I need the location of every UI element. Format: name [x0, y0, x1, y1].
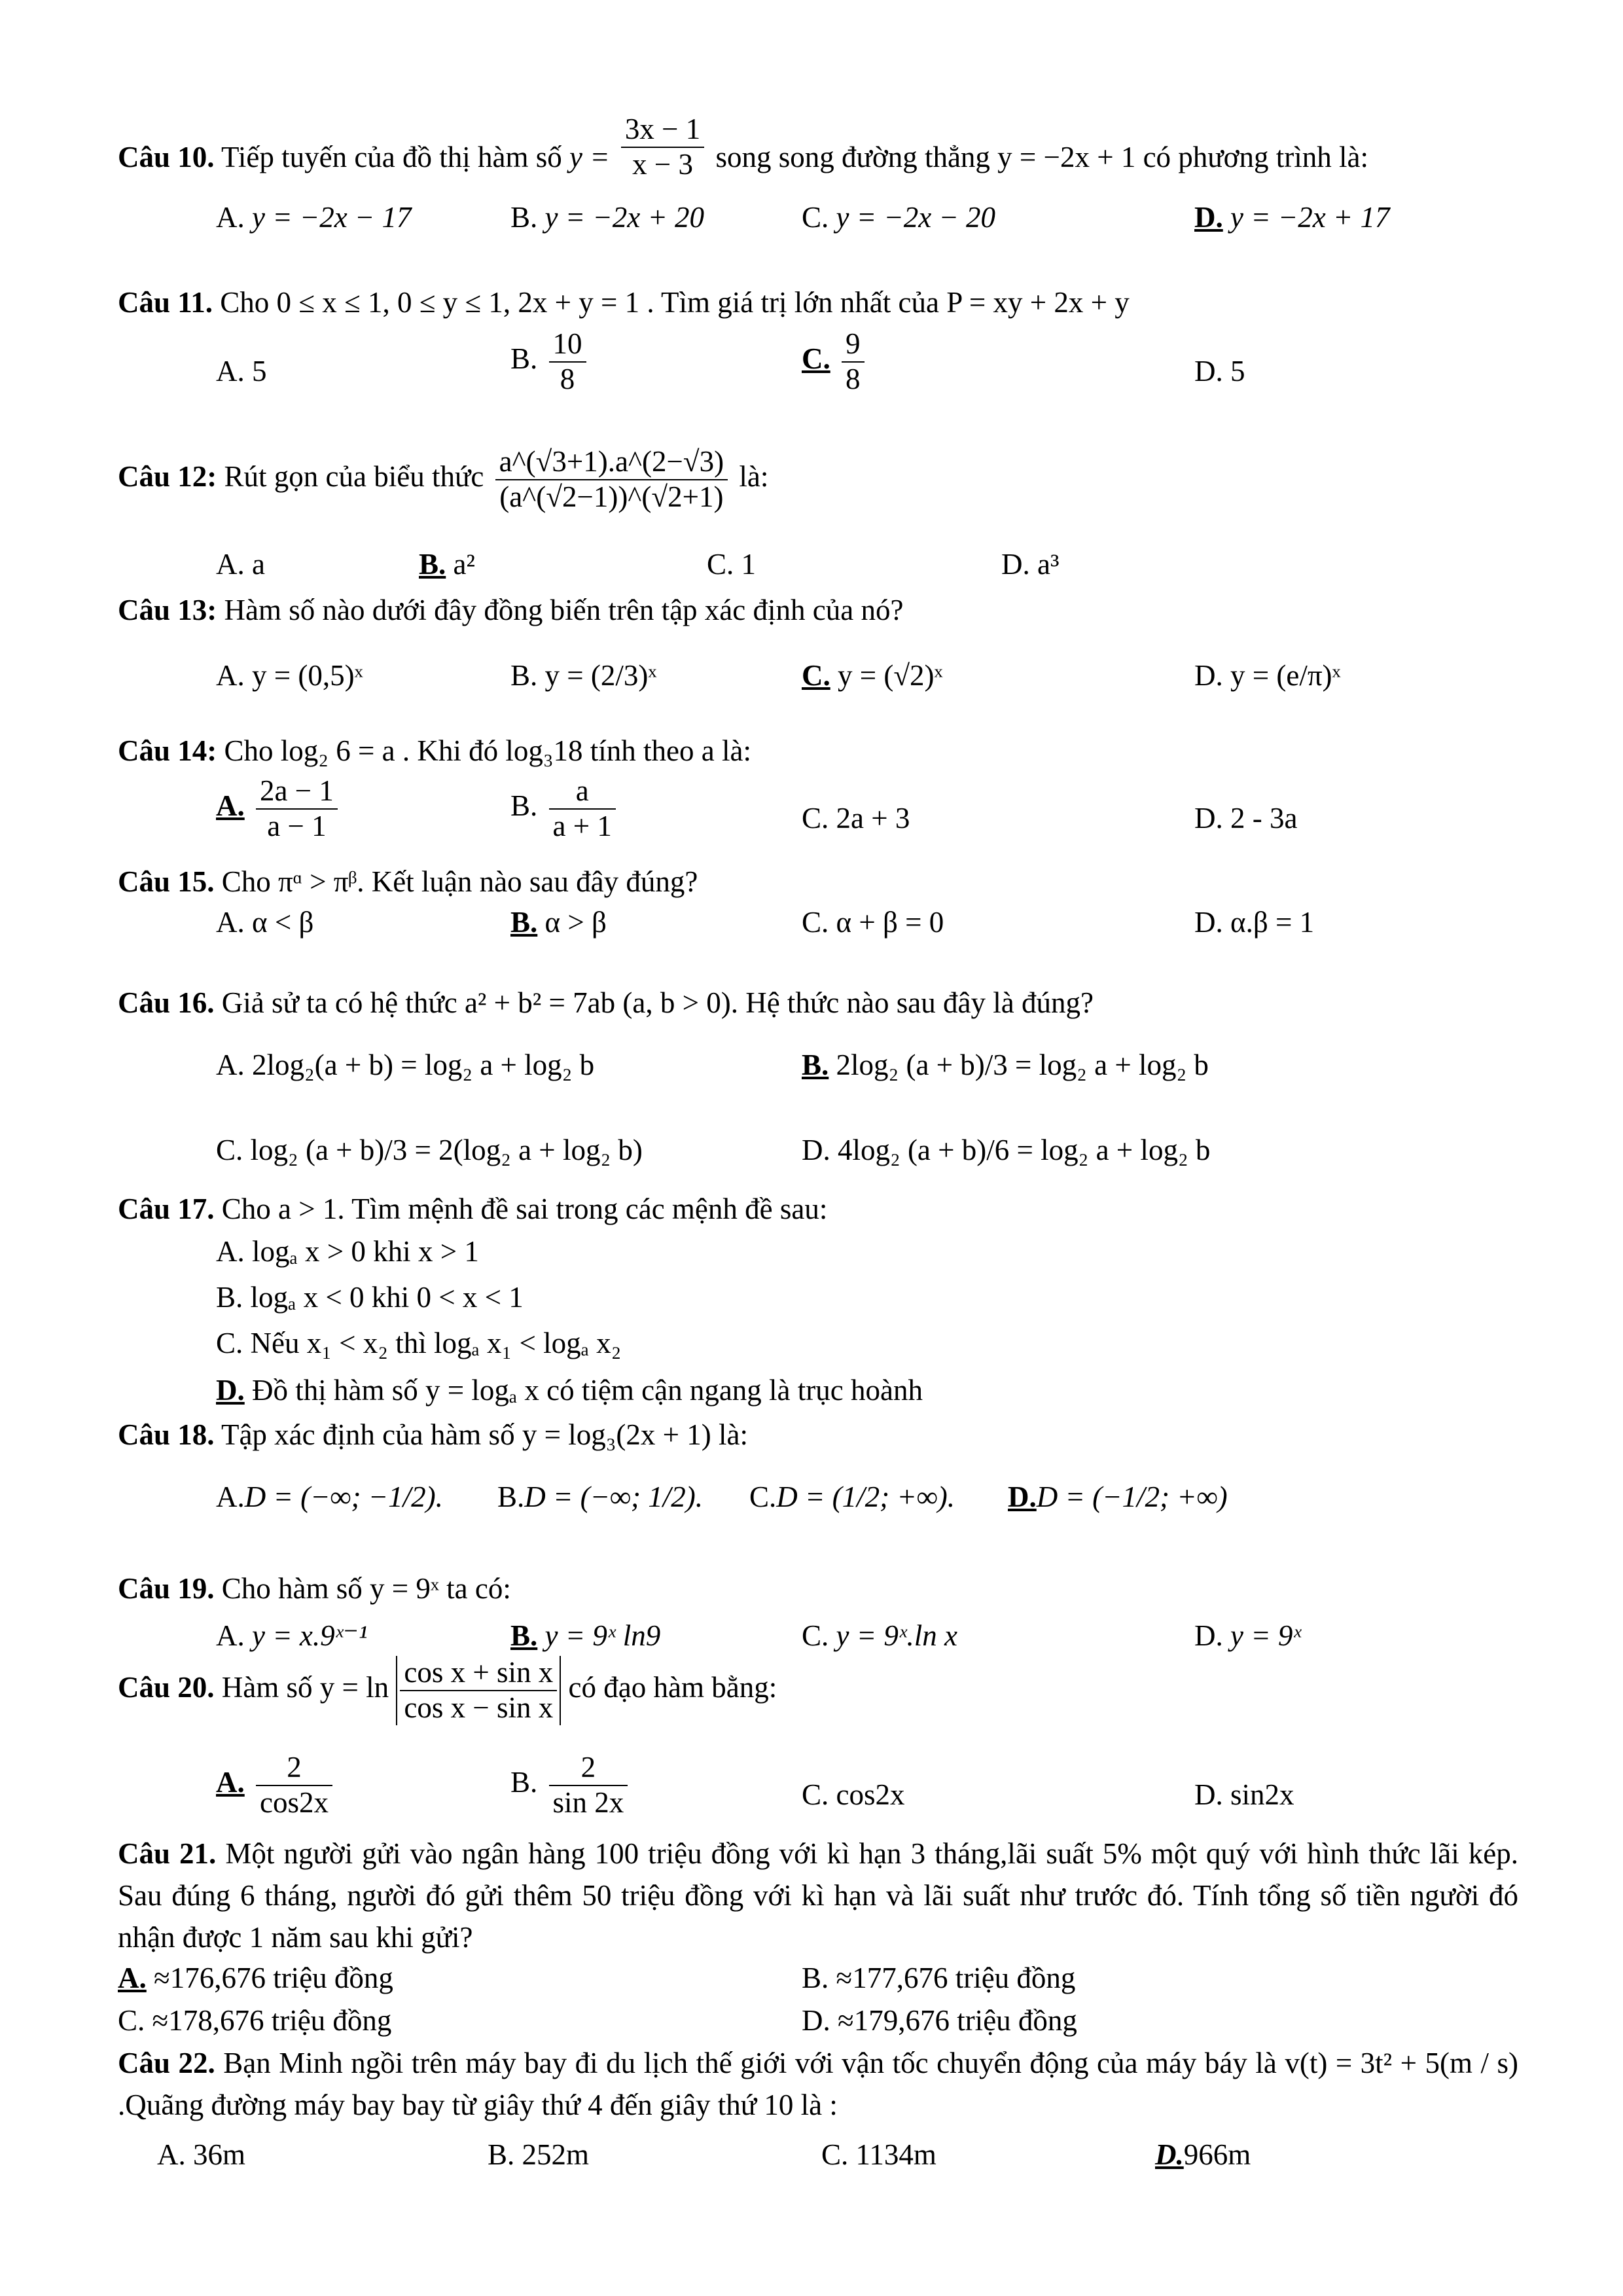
- option-d: [1194, 1615, 1301, 1657]
- option-label: B.: [510, 1619, 538, 1652]
- option-label: A.: [216, 1619, 245, 1652]
- option-text: α < β: [252, 906, 314, 939]
- option-text: logₐ x > 0 khi x > 1: [252, 1235, 479, 1268]
- option-label: C.: [802, 342, 830, 376]
- fraction: [549, 774, 616, 844]
- question-14: [118, 730, 1518, 854]
- numerator: 2a − 1: [256, 774, 338, 810]
- option-text: y = 9ˣ ln9: [544, 1619, 661, 1652]
- option-d: [1194, 350, 1245, 392]
- option-a: [216, 655, 363, 696]
- option-label: A.: [216, 201, 245, 234]
- option-text: α.β = 1: [1230, 906, 1315, 939]
- option-c: [802, 1615, 957, 1657]
- denominator: 8: [560, 362, 575, 395]
- option-label: A.: [216, 355, 245, 387]
- question-15: [118, 861, 1518, 946]
- option-label: D.: [1194, 201, 1223, 234]
- option-label: B.: [510, 906, 538, 939]
- question-number: Câu 13:: [118, 594, 217, 626]
- option-text: 1134m: [855, 2138, 936, 2171]
- option-text: Nếu x₁ < x₂ thì logₐ x₁ < logₐ x₂: [250, 1327, 622, 1359]
- option-text: cos2x: [836, 1778, 905, 1811]
- option-a: [216, 196, 412, 238]
- option-text: y = x.9ˣ⁻¹: [252, 1619, 368, 1652]
- question-number: Câu 11.: [118, 286, 213, 319]
- option-text: 1: [741, 548, 757, 581]
- option-text: ≈178,676 triệu đồng: [152, 2004, 392, 2037]
- option-a: [216, 543, 265, 585]
- option-b: [419, 543, 475, 585]
- option-c: [802, 327, 868, 397]
- question-number: Câu 15.: [118, 865, 215, 898]
- option-label: A.: [216, 906, 245, 939]
- option-text: y = −2x + 17: [1230, 201, 1390, 234]
- option-label: A.: [216, 659, 245, 692]
- option-text: 5: [252, 355, 267, 387]
- option-d: [1001, 543, 1059, 585]
- denominator: x − 3: [632, 147, 693, 181]
- option-label: D.: [802, 2004, 830, 2037]
- option-label: C.: [821, 2138, 849, 2171]
- question-21: [118, 1833, 1518, 2037]
- question-stem: Rút gọn của biểu thức: [224, 460, 484, 493]
- question-12: [118, 419, 1518, 589]
- option-label: D.: [1001, 548, 1030, 581]
- fraction: [842, 327, 865, 397]
- option-d: [1194, 196, 1390, 238]
- question-stem: Tập xác định của hàm số y = log₃(2x + 1) là:: [221, 1418, 748, 1451]
- option-text: y = (√2)ˣ: [838, 659, 943, 692]
- option-label: D.: [1194, 1778, 1223, 1811]
- option-label: A.: [118, 1962, 147, 1994]
- option-b: [216, 1276, 524, 1318]
- option-a: [216, 1615, 368, 1657]
- option-b: [510, 774, 620, 844]
- option-text: 5: [1230, 355, 1245, 387]
- option-d: [1194, 901, 1314, 943]
- option-label: D.: [1008, 1480, 1037, 1513]
- option-d: [1194, 797, 1297, 839]
- fraction: [256, 1751, 332, 1820]
- option-d: [1194, 655, 1341, 696]
- denominator: (a^(√2−1))^(√2+1): [499, 480, 724, 513]
- option-c: [802, 655, 943, 696]
- option-text: y = 9ˣ.ln x: [836, 1619, 958, 1652]
- option-label: C.: [802, 906, 829, 939]
- option-c: [802, 196, 995, 238]
- option-text: y = −2x − 20: [836, 201, 996, 234]
- absolute-value: [396, 1656, 561, 1725]
- question-stem: Tiếp tuyến của đồ thị hàm số: [221, 141, 562, 173]
- option-c: [802, 1774, 905, 1816]
- option-label: C.: [118, 2004, 145, 2037]
- option-d: [1008, 1476, 1228, 1518]
- question-19: [118, 1568, 1518, 1659]
- option-text: 2log₂(a + b) = log₂ a + log₂ b: [252, 1049, 595, 1081]
- option-c: [821, 2134, 936, 2176]
- question-number: Câu 10.: [118, 141, 215, 173]
- option-b: [510, 327, 590, 397]
- function-label: y =: [569, 141, 610, 173]
- option-c: [118, 2000, 391, 2041]
- question-number: Câu 19.: [118, 1572, 215, 1605]
- question-stem-tail: song song đường thẳng y = −2x + 1 có phương trình là:: [715, 141, 1368, 173]
- option-text: logₐ x < 0 khi 0 < x < 1: [250, 1281, 524, 1314]
- option-text: 252m: [522, 2138, 590, 2171]
- option-label: C.: [802, 1778, 829, 1811]
- question-stem: Hàm số nào dưới đây đồng biến trên tập xác định của nó?: [224, 594, 904, 626]
- option-label: D.: [1194, 802, 1223, 834]
- option-text: y = −2x + 20: [544, 201, 705, 234]
- option-text: α > β: [544, 906, 607, 939]
- option-b: [497, 1476, 703, 1518]
- denominator: 8: [846, 362, 861, 395]
- option-d: [802, 2000, 1077, 2041]
- question-13: [118, 589, 1518, 720]
- option-label: A.: [216, 1235, 245, 1268]
- question-stem: Cho 0 ≤ x ≤ 1, 0 ≤ y ≤ 1, 2x + y = 1 . Tìm giá trị lớn nhất của P = xy + 2x + y: [220, 286, 1130, 319]
- numerator: a^(√3+1).a^(2−√3): [495, 445, 728, 480]
- option-label: B.: [802, 1962, 829, 1994]
- question-number: Câu 12:: [118, 460, 217, 493]
- question-stem-tail: là:: [739, 460, 769, 493]
- option-text: D = (−1/2; +∞): [1036, 1480, 1228, 1513]
- option-label: B.: [497, 1480, 525, 1513]
- option-a: [216, 350, 267, 392]
- option-text: ≈179,676 triệu đồng: [838, 2004, 1077, 2037]
- option-label: D.: [1194, 355, 1223, 387]
- option-b: [488, 2134, 589, 2176]
- option-text: Đồ thị hàm số y = logₐ x có tiệm cận ngang là trục hoành: [252, 1374, 923, 1407]
- option-text: ≈176,676 triệu đồng: [154, 1962, 393, 1994]
- question-number: Câu 17.: [118, 1193, 215, 1225]
- option-text: 2 - 3a: [1230, 802, 1298, 834]
- denominator: cos2x: [260, 1785, 329, 1819]
- option-text: 4log₂ (a + b)/6 = log₂ a + log₂ b: [838, 1134, 1211, 1166]
- option-label: A.: [216, 1766, 245, 1799]
- option-b: [510, 655, 656, 696]
- option-text: y = (e/π)ˣ: [1230, 659, 1341, 692]
- option-a: [216, 1230, 479, 1272]
- option-label: A.: [216, 548, 245, 581]
- option-d: [1194, 1774, 1294, 1816]
- numerator: 10: [549, 327, 586, 363]
- option-c: [707, 543, 756, 585]
- option-d: [216, 1369, 923, 1411]
- option-label: C.: [216, 1327, 243, 1359]
- option-a: [157, 2134, 245, 2176]
- option-label: B.: [510, 342, 538, 376]
- option-label: C.: [802, 659, 830, 692]
- option-a: [216, 1476, 443, 1518]
- option-d: [802, 1129, 1210, 1171]
- question-text: [118, 1833, 1518, 1958]
- option-b: [510, 1615, 660, 1657]
- option-label: B.: [510, 201, 538, 234]
- option-text: D = (−∞; 1/2).: [524, 1480, 704, 1513]
- question-stem: Cho log₂ 6 = a . Khi đó log₃18 tính theo a là:: [224, 734, 751, 767]
- question-22: [118, 2042, 1518, 2186]
- question-stem: Giả sử ta có hệ thức a² + b² = 7ab (a, b > 0). Hệ thức nào sau đây là đúng?: [221, 986, 1094, 1019]
- option-label: D.: [1194, 1619, 1223, 1652]
- option-c: [802, 901, 944, 943]
- option-c: [749, 1476, 955, 1518]
- option-label: B.: [488, 2138, 515, 2171]
- denominator: a − 1: [267, 809, 327, 842]
- option-label: C.: [216, 1134, 243, 1166]
- numerator: 2: [549, 1751, 628, 1786]
- question-17: [118, 1188, 1518, 1407]
- fraction: [400, 1656, 557, 1725]
- fraction: [256, 774, 338, 844]
- option-text: a³: [1037, 548, 1060, 581]
- option-c: [216, 1129, 643, 1171]
- expression-fraction: [495, 445, 728, 514]
- option-text: 2a + 3: [836, 802, 910, 834]
- option-b: [510, 1751, 632, 1820]
- option-label: C.: [802, 1619, 829, 1652]
- denominator: sin 2x: [552, 1785, 624, 1819]
- option-a: [216, 774, 342, 844]
- fraction: [549, 1751, 628, 1820]
- option-text: y = −2x − 17: [252, 201, 412, 234]
- question-number: Câu 22.: [118, 2047, 215, 2079]
- option-label: B.: [802, 1049, 829, 1081]
- option-label: B.: [510, 789, 538, 823]
- option-a: [216, 901, 313, 943]
- option-label: A.: [216, 1480, 245, 1513]
- option-label: C.: [707, 548, 734, 581]
- option-label: A.: [216, 1049, 245, 1081]
- question-11: [118, 281, 1518, 419]
- question-text: [118, 2042, 1518, 2126]
- option-text: a²: [453, 548, 475, 581]
- question-18: [118, 1414, 1518, 1545]
- option-b: [510, 196, 704, 238]
- option-text: D = (1/2; +∞).: [776, 1480, 955, 1513]
- question-stem: Cho πᵅ > πᵝ. Kết luận nào sau đây đúng?: [221, 865, 698, 898]
- option-text: ≈177,676 triệu đồng: [836, 1962, 1076, 1994]
- option-text: 36m: [193, 2138, 246, 2171]
- option-d: [1155, 2134, 1251, 2176]
- option-text: y = (2/3)ˣ: [544, 659, 657, 692]
- option-label: C.: [749, 1480, 777, 1513]
- option-c: [216, 1322, 621, 1364]
- question-stem-tail: có đạo hàm bằng:: [568, 1671, 777, 1704]
- question-stem: Hàm số y = ln: [221, 1671, 389, 1704]
- numerator: 2: [256, 1751, 332, 1786]
- option-text: 966m: [1183, 2138, 1251, 2171]
- question-stem: Bạn Minh ngồi trên máy bay đi du lịch thế giới với vận tốc chuyển động của máy báy là v(t) = 3t² + 5(m / s) .Quãng đường máy bay bay từ giây thứ 4 đến giây thứ 10 là :: [118, 2047, 1519, 2121]
- denominator: a + 1: [552, 809, 612, 842]
- option-a: [216, 1751, 336, 1820]
- numerator: 3x − 1: [621, 113, 704, 148]
- option-label: D.: [1155, 2138, 1184, 2171]
- option-a: [216, 1044, 594, 1086]
- question-number: Câu 18.: [118, 1418, 215, 1451]
- option-label: D.: [216, 1374, 245, 1407]
- option-a: [118, 1957, 393, 1999]
- option-b: [510, 901, 607, 943]
- option-text: y = 9ˣ: [1230, 1619, 1302, 1652]
- numerator: cos x + sin x: [400, 1656, 557, 1691]
- question-number: Câu 20.: [118, 1671, 215, 1704]
- numerator: 9: [842, 327, 865, 363]
- question-stem: Một người gửi vào ngân hàng 100 triệu đồng với kì hạn 3 tháng,lãi suất 5% một quý với hình thức lãi kép. Sau đúng 6 tháng, người đó gửi thêm 50 triệu đồng với kì hạn và lãi suất như trước đó. Tính tổng số tiền người đó nhận được 1 năm sau khi gửi?: [118, 1837, 1518, 1954]
- option-b: [802, 1957, 1075, 1999]
- numerator: a: [549, 774, 616, 810]
- denominator: cos x − sin x: [404, 1691, 554, 1724]
- question-16: [118, 982, 1518, 1178]
- question-10: [118, 112, 1518, 236]
- option-label: C.: [802, 201, 829, 234]
- option-text: α + β = 0: [836, 906, 944, 939]
- option-label: B.: [419, 548, 446, 581]
- option-label: D.: [1194, 659, 1223, 692]
- option-label: A.: [157, 2138, 186, 2171]
- fraction: [621, 113, 704, 182]
- option-label: D.: [802, 1134, 830, 1166]
- option-text: log₂ (a + b)/3 = 2(log₂ a + log₂ b): [250, 1134, 643, 1166]
- option-label: B.: [510, 1766, 538, 1799]
- option-text: a: [252, 548, 265, 581]
- question-number: Câu 16.: [118, 986, 215, 1019]
- option-b: [802, 1044, 1209, 1086]
- question-number: Câu 14:: [118, 734, 217, 767]
- fraction: [549, 327, 586, 397]
- option-c: [802, 797, 910, 839]
- question-number: Câu 21.: [118, 1837, 217, 1870]
- option-text: sin2x: [1230, 1778, 1294, 1811]
- option-label: B.: [216, 1281, 243, 1314]
- option-label: D.: [1194, 906, 1223, 939]
- option-label: A.: [216, 789, 245, 823]
- option-text: y = (0,5)ˣ: [252, 659, 363, 692]
- question-stem: Cho a > 1. Tìm mệnh đề sai trong các mệnh đề sau:: [221, 1193, 828, 1225]
- option-text: D = (−∞; −1/2).: [244, 1480, 443, 1513]
- option-label: B.: [510, 659, 538, 692]
- option-label: C.: [802, 802, 829, 834]
- question-20: [118, 1656, 1518, 1833]
- question-stem: Cho hàm số y = 9ˣ ta có:: [221, 1572, 511, 1605]
- option-text: 2log₂ (a + b)/3 = log₂ a + log₂ b: [836, 1049, 1209, 1081]
